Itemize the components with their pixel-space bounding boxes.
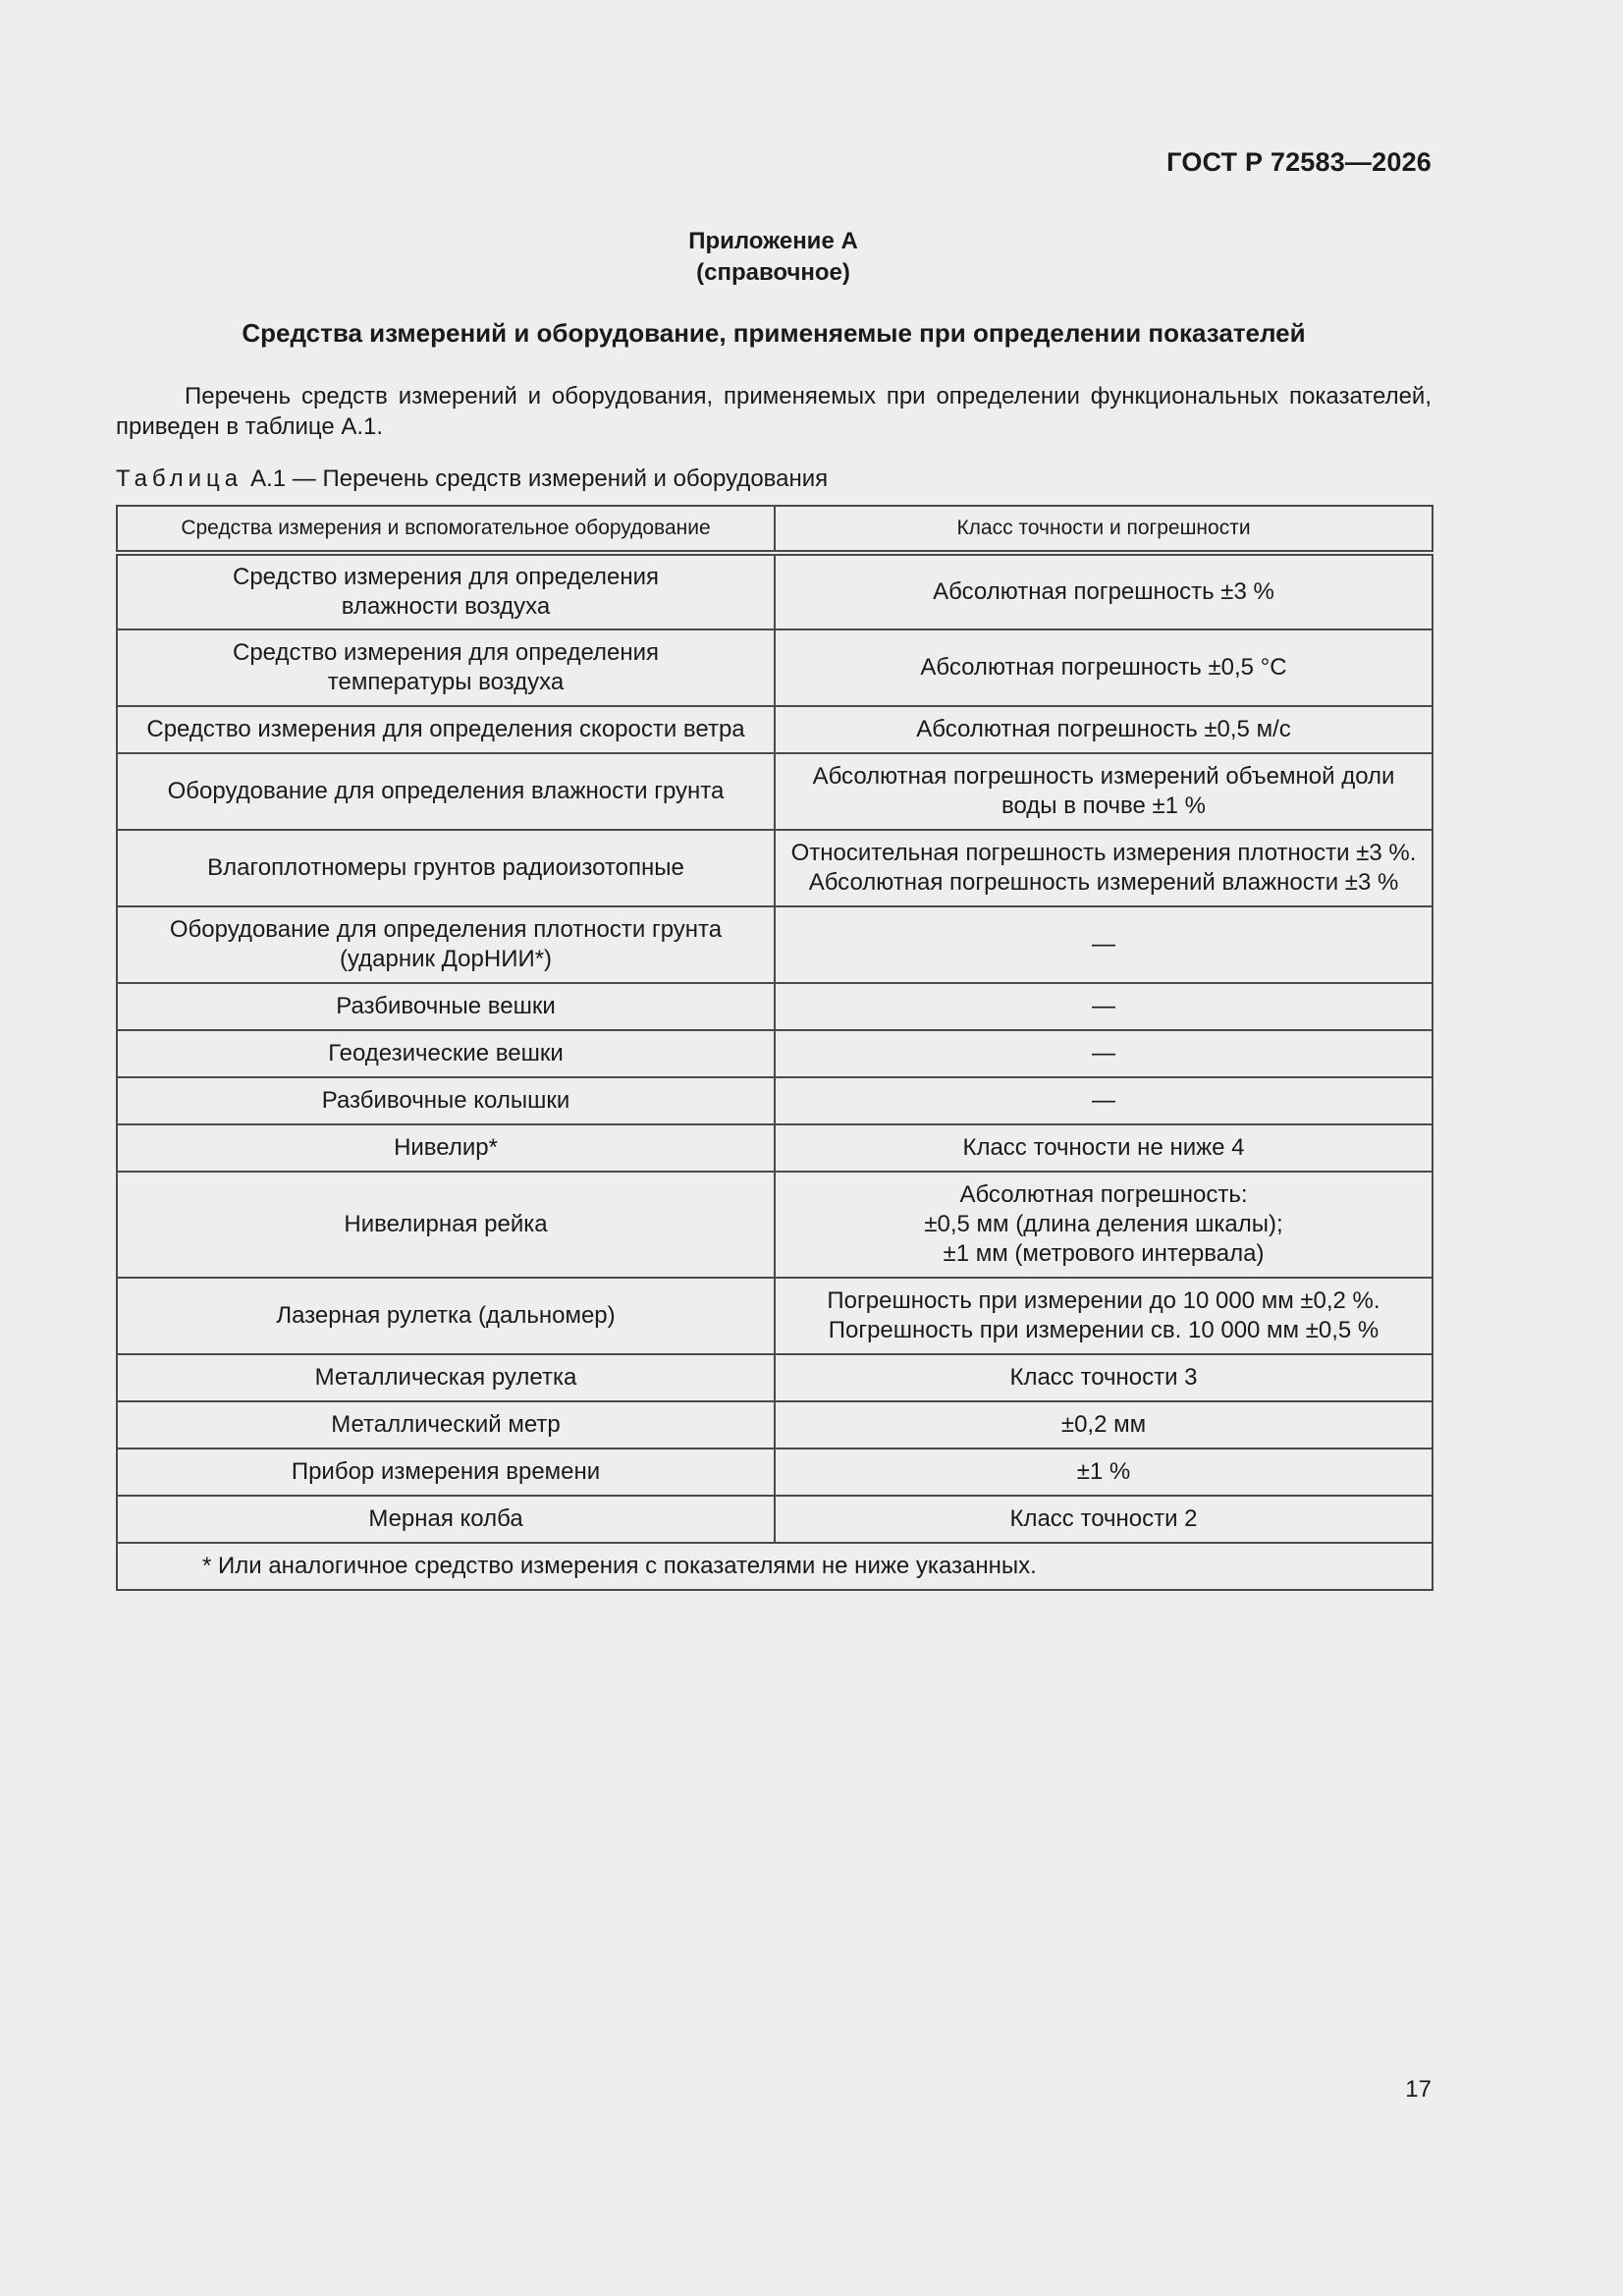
appendix-title: Приложение А <box>688 228 858 254</box>
accuracy-cell: Класс точности 2 <box>775 1496 1433 1543</box>
equipment-cell: Металлическая рулетка <box>117 1354 775 1401</box>
equipment-cell: Разбивочные колышки <box>117 1077 775 1124</box>
table-row <box>117 706 1433 753</box>
table-row <box>117 830 1433 906</box>
equipment-cell: Лазерная рулетка (дальномер) <box>117 1278 775 1354</box>
accuracy-cell: Класс точности 3 <box>775 1354 1433 1401</box>
equipment-cell: Нивелир* <box>117 1124 775 1172</box>
table-caption-text: А.1 — Перечень средств измерений и оборудования <box>250 465 829 492</box>
table-row <box>117 753 1433 830</box>
table-row <box>117 629 1433 706</box>
equipment-cell: Средство измерения для определения влажности воздуха <box>117 553 775 629</box>
table-row <box>117 1124 1433 1172</box>
equipment-cell: Средство измерения для определения температуры воздуха <box>117 629 775 706</box>
equipment-cell: Прибор измерения времени <box>117 1449 775 1496</box>
equipment-cell: Металлический метр <box>117 1401 775 1449</box>
equipment-cell: Оборудование для определения плотности грунта (ударник ДорНИИ*) <box>117 906 775 983</box>
appendix-subtitle: (справочное) <box>696 259 850 286</box>
table-row <box>117 1354 1433 1401</box>
table-row <box>117 1401 1433 1449</box>
equipment-cell: Разбивочные вешки <box>117 983 775 1030</box>
equipment-cell: Средство измерения для определения скорости ветра <box>117 706 775 753</box>
column-header-accuracy: Класс точности и погрешности <box>775 506 1433 553</box>
table-row <box>117 906 1433 983</box>
accuracy-cell: ±1 % <box>775 1449 1433 1496</box>
equipment-cell: Геодезические вешки <box>117 1030 775 1077</box>
accuracy-cell: Класс точности не ниже 4 <box>775 1124 1433 1172</box>
section-title: Средства измерений и оборудование, применяемые при определении показателей <box>242 318 1306 348</box>
accuracy-cell: Абсолютная погрешность измерений объемной доли воды в почве ±1 % <box>775 753 1433 830</box>
accuracy-cell: — <box>775 983 1433 1030</box>
table-row <box>117 1030 1433 1077</box>
document-code: ГОСТ Р 72583—2026 <box>1166 147 1432 177</box>
table-row <box>117 1449 1433 1496</box>
equipment-table <box>116 505 1434 1591</box>
table-row <box>117 983 1433 1030</box>
table-caption <box>116 465 828 493</box>
page-number: 17 <box>1405 2076 1432 2103</box>
table-row <box>117 1172 1433 1278</box>
equipment-cell: Влагоплотномеры грунтов радиоизотопные <box>117 830 775 906</box>
table-row <box>117 1077 1433 1124</box>
equipment-table-container <box>116 505 1432 1591</box>
table-header-row <box>117 506 1433 553</box>
accuracy-cell: — <box>775 1030 1433 1077</box>
column-header-equipment: Средства измерения и вспомогательное оборудование <box>117 506 775 553</box>
accuracy-cell: — <box>775 906 1433 983</box>
accuracy-cell: Абсолютная погрешность ±0,5 °С <box>775 629 1433 706</box>
table-footnote-row <box>117 1543 1433 1590</box>
table-caption-label: Таблица <box>116 465 243 492</box>
accuracy-cell: Относительная погрешность измерения плотности ±3 %. Абсолютная погрешность измерений влажности ±3 % <box>775 830 1433 906</box>
accuracy-cell: ±0,2 мм <box>775 1401 1433 1449</box>
intro-paragraph: Перечень средств измерений и оборудования, применяемых при определении функциональных показателей, приведен в таблице А.1. <box>116 383 1432 440</box>
accuracy-cell: Абсолютная погрешность: ±0,5 мм (длина деления шкалы); ±1 мм (метрового интервала) <box>775 1172 1433 1278</box>
appendix-heading <box>0 226 1546 289</box>
accuracy-cell: — <box>775 1077 1433 1124</box>
table-footnote: * Или аналогичное средство измерения с показателями не ниже указанных. <box>117 1543 1433 1590</box>
equipment-cell: Мерная колба <box>117 1496 775 1543</box>
accuracy-cell: Абсолютная погрешность ±0,5 м/с <box>775 706 1433 753</box>
accuracy-cell: Погрешность при измерении до 10 000 мм ±0,2 %. Погрешность при измерении св. 10 000 мм ±0,5 % <box>775 1278 1433 1354</box>
equipment-cell: Оборудование для определения влажности грунта <box>117 753 775 830</box>
equipment-cell: Нивелирная рейка <box>117 1172 775 1278</box>
table-row <box>117 1278 1433 1354</box>
table-body <box>117 553 1433 1590</box>
table-row <box>117 553 1433 629</box>
accuracy-cell: Абсолютная погрешность ±3 % <box>775 553 1433 629</box>
table-row <box>117 1496 1433 1543</box>
